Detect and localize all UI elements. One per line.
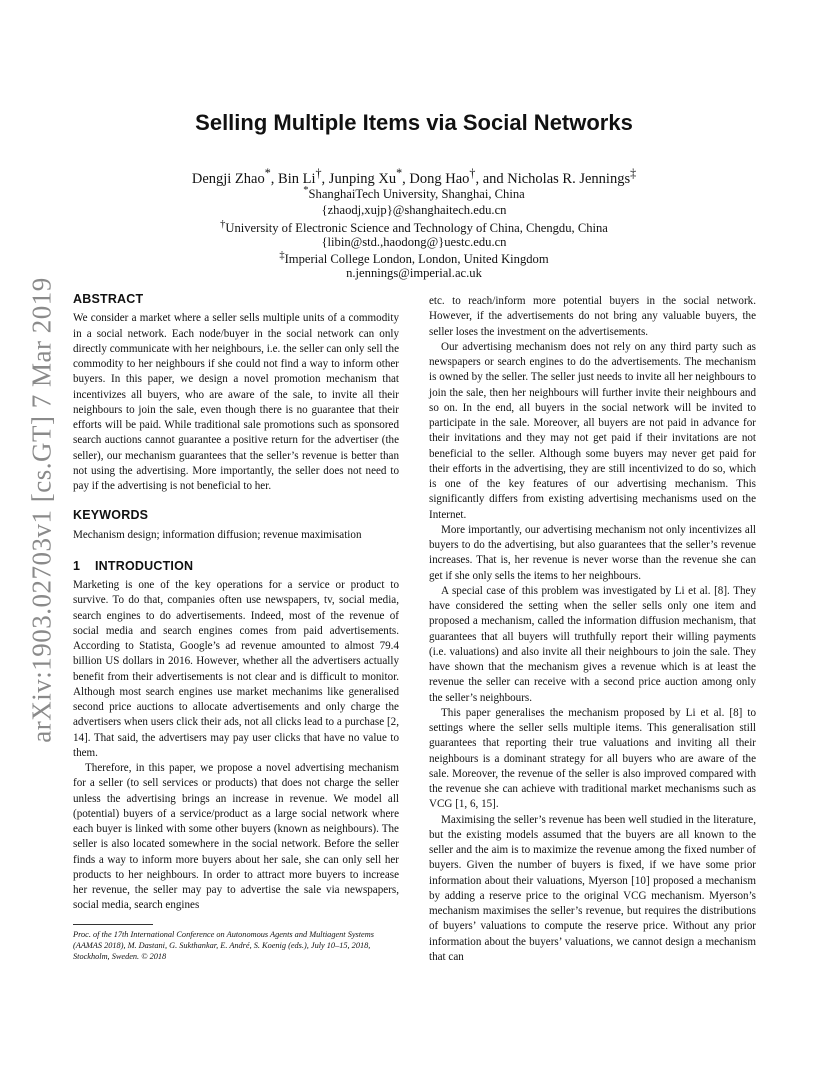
body-paragraph: Our advertising mechanism does not rely on any third party such as newspapers or search engines to do the advertisements. The mechanism is owned by the seller. The seller just needs to invite all her neighbours to join the sale, then her neighbours will further invite their neighbours and so on. In the end, all buyers in the social network will be invited to participate in the sale. Moreover, all buyers are not paid in advance for their invitations and they may not get paid if their invitations are not beneficial to the seller. Although some buyers may never get paid for their efforts in the advertising, they are still incentivized to do so, which is one of the key features of our advertising mechanism. This significantly differs from existing advertising mechanisms used on the Internet. xyxy=(429,340,756,521)
affiliation-email: {libin@std.,haodong@}uestc.edu.cn xyxy=(321,235,507,249)
footnote-rule xyxy=(73,924,153,925)
affiliation-email: n.jennings@imperial.ac.uk xyxy=(346,266,482,280)
body-paragraph: Maximising the seller’s revenue has been well studied in the literature, but the existing models assumed that the buyers are all known to the seller and the aim is to maximize the revenue among the fixed number of buyers. Given the number of buyers is fixed, if we have some prior information about their valuations, Myerson [10] proposed a mechanism by adding a reserve price to the original VCG mechanism. Myerson’s mechanism maximises the seller’s revenue, but requires the distributions of buyers’ valuations to compute the reserve price. Without any prior information about the buyers’ valuations, we cannot design a mechanism that can xyxy=(429,813,756,963)
arxiv-identifier: arXiv:1903.02703v1 [cs.GT] 7 Mar 2019 xyxy=(26,277,57,743)
affiliation-line: †University of Electronic Science and Technology of China, Chengdu, China xyxy=(220,219,608,236)
author-mark: ‡ xyxy=(630,166,637,180)
author-mark: † xyxy=(469,166,476,180)
author-name: Dengji Zhao xyxy=(191,170,265,187)
body-paragraph: More importantly, our advertising mechanism not only incentivizes all buyers to do the advertising, but also guarantees that the seller’s revenue increases. That is, her revenue is never worse than the revenue she can get if she only sells the items to her neighbours. xyxy=(429,523,756,582)
author-name: , Dong Hao xyxy=(402,170,470,187)
paper-title: Selling Multiple Items via Social Networks xyxy=(195,110,633,135)
left-column xyxy=(73,292,399,914)
affiliation-line: ‡Imperial College London, London, United Kingdom xyxy=(279,250,549,267)
affiliation-line: *ShanghaiTech University, Shanghai, China xyxy=(303,185,525,202)
keywords-heading: KEYWORDS xyxy=(73,508,149,523)
abstract-heading: ABSTRACT xyxy=(73,292,144,306)
introduction-heading xyxy=(73,559,399,574)
body-paragraph: This paper generalises the mechanism proposed by Li et al. [8] to settings where the seller sells multiple items. This generalisation still guarantees that reporting their true valuations and inviting all their neighbours is a dominant strategy for all buyers who are aware of the sale. Moreover, the revenue of the seller is also improved compared with the revenue she can achieve with traditional market mechanisms such as VCG [1, 6, 15]. xyxy=(429,706,756,811)
section-title: INTRODUCTION xyxy=(95,558,194,573)
arxiv-sidebar xyxy=(22,277,62,743)
keywords-text: Mechanism design; information diffusion; revenue maximisation xyxy=(73,528,362,541)
author-mark: * xyxy=(264,166,271,180)
right-column xyxy=(429,294,756,965)
abstract-text: We consider a market where a seller sells multiple units of a commodity in a social network. Each node/buyer in the social network can only directly communicate with her neighbours, i.e. the seller can only sell the commodity to her neighbours if she could not find a way to inform other buyers. In this paper, we design a novel promotion mechanism that incentivizes all buyers, who are aware of the sale, to invite all their neighbours to join the sale, even though there is no guarantee that their efforts will be paid. While traditional sale promotions such as sponsored search auctions cannot guarantee a positive return for the advertiser (the seller), our mechanism guarantees that the seller’s revenue is better than not using the advertising. More importantly, the seller does not need to pay if the advertising is not beneficial to her. xyxy=(73,312,399,492)
affiliation-email: {zhaodj,xujp}@shanghaitech.edu.cn xyxy=(321,203,507,217)
author-name: , Bin Li xyxy=(270,170,316,187)
body-paragraph: A special case of this problem was investigated by Li et al. [8]. They have considered the setting when the seller sells only one item and proposed a mechanism, called the information diffusion mechanism, that guarantees that all buyers will truthfully report their willing payments (i.e. valuations) and also invite all their neighbours to join the sale. They have shown that the mechanism gives a revenue which is at least the revenue the seller can receive with a second price auction among only the seller’s neighbours. xyxy=(429,584,756,704)
footnote: Proc. of the 17th International Conference on Autonomous Agents and Multiagent Systems (AAMAS 2018), M. Dastani, G. Sukthankar, E. André, S. Koenig (eds.), July 10–15, 2018, Stockholm, Sweden. © 2018 xyxy=(73,930,374,961)
author-name: , Junping Xu xyxy=(321,170,397,187)
author-name: , and Nicholas R. Jennings xyxy=(475,170,631,187)
intro-paragraph: Marketing is one of the key operations for a service or product to survive. To do that, companies often use newspapers, tv, social media, search engines to do advertisements. Indeed, most of the revenue of social media and search engines comes from paid advertisements. According to Statista, Google’s ad revenue amounted to almost 79.4 billion US dollars in 2016. However, whether all the advertisers actually benefit from their advertisements is not clear and is difficult to monitor. Although most search engines use market mechanims like generalised second price auctions to allocate advertisements and only charge the advertisers when users click their ads, not all clicks lead to a purchase [2, 14]. That said, the advertisers may pay user clicks that have no value to them. xyxy=(73,579,399,759)
body-paragraph: etc. to reach/inform more potential buyers in the social network. However, if the advertisements do not bring any valuable buyers, the seller loses the investment on the advertisements. xyxy=(429,295,756,338)
section-number: 1 xyxy=(73,558,81,573)
intro-paragraph: Therefore, in this paper, we propose a novel advertising mechanism for a seller (to sell services or products) that does not charge the seller unless the advertising brings an increase in revenue. We model all (potential) buyers of a service/product as a large social network where each buyer is linked with some other buyers (known as neighbours). The seller is also located somewhere in the social network. Before the seller finds a way to inform more buyers about her sale, she can only sell her products to her neighbours. In order to attract more buyers to increase her revenue, the seller may pay to advertise the sale via newspapers, social media, search engines xyxy=(73,762,399,912)
author-mark: † xyxy=(315,166,322,180)
author-mark: * xyxy=(396,166,403,180)
